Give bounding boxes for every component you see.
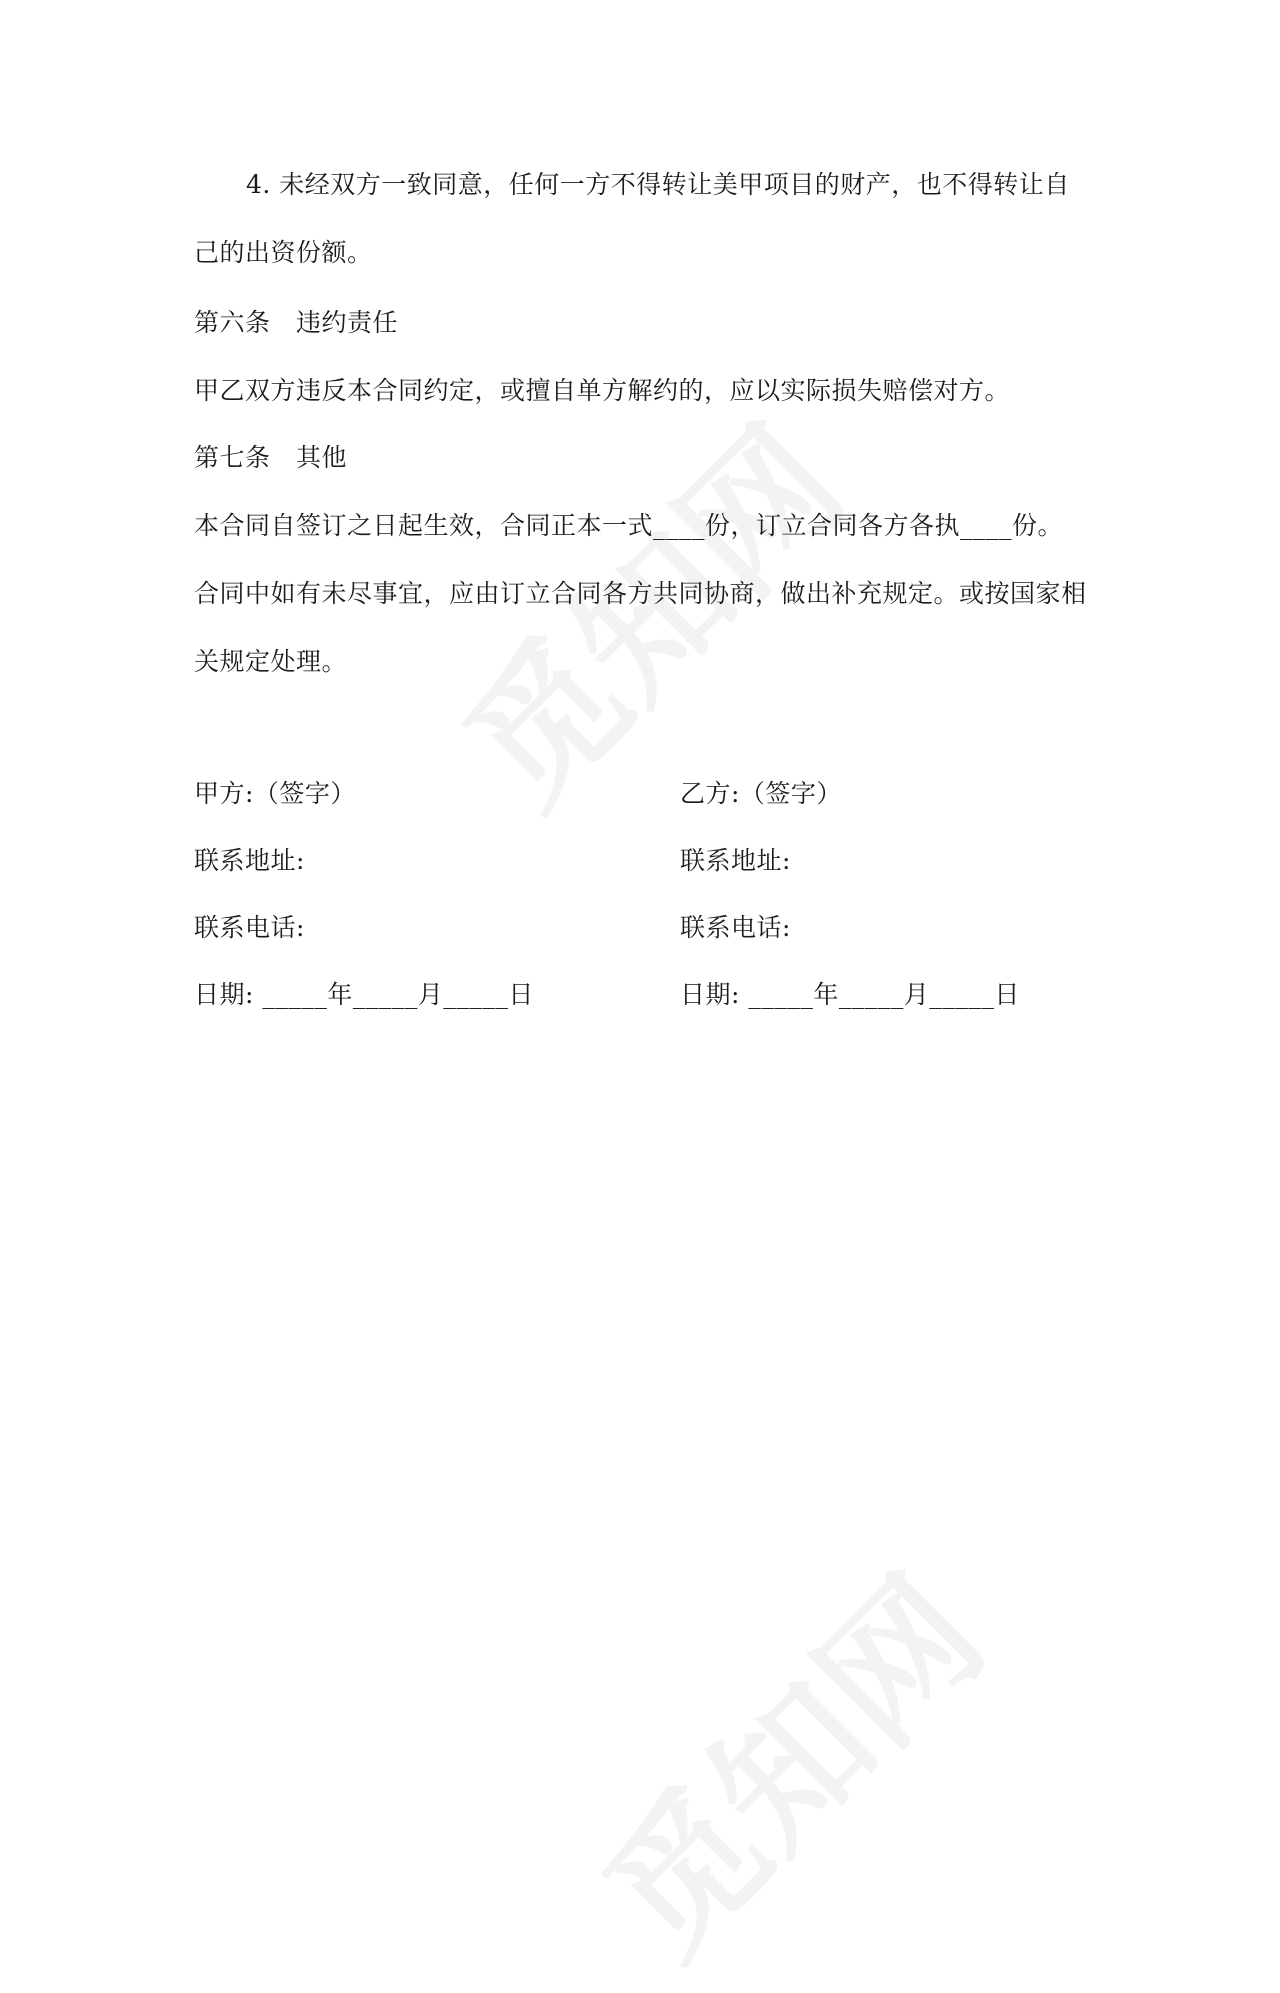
article-6-heading: 第六条 违约责任 (194, 308, 399, 337)
article-6-body: 甲乙双方违反本合同约定，或擅自单方解约的，应以实际损失赔偿对方。 (194, 376, 1011, 405)
article-7-line-2: 合同中如有未尽事宜，应由订立合同各方共同协商，做出补充规定。或按国家相 (194, 579, 1087, 608)
article-7-heading: 第七条 其他 (194, 443, 348, 472)
article-7-line-3: 关规定处理。 (194, 647, 348, 676)
party-a-address: 联系地址: (194, 846, 305, 875)
party-b-date: 日期: _____年_____月_____日 (680, 980, 1020, 1009)
party-b-sign: 乙方:（签字） (680, 779, 842, 808)
watermark-bottom (550, 1523, 1021, 1993)
article-7-line-1: 本合同自签订之日起生效，合同正本一式____份，订立合同各方各执____份。 (194, 511, 1064, 540)
party-a-date: 日期: _____年_____月_____日 (194, 980, 534, 1009)
party-b-phone: 联系电话: (680, 913, 791, 942)
clause-4-line-1: 4. 未经双方一致同意，任何一方不得转让美甲项目的财产，也不得转让自 (246, 170, 1070, 199)
party-a-sign: 甲方:（签字） (194, 779, 356, 808)
party-b-address: 联系地址: (680, 846, 791, 875)
party-a-phone: 联系电话: (194, 913, 305, 942)
clause-4-line-2: 己的出资份额。 (194, 238, 373, 267)
